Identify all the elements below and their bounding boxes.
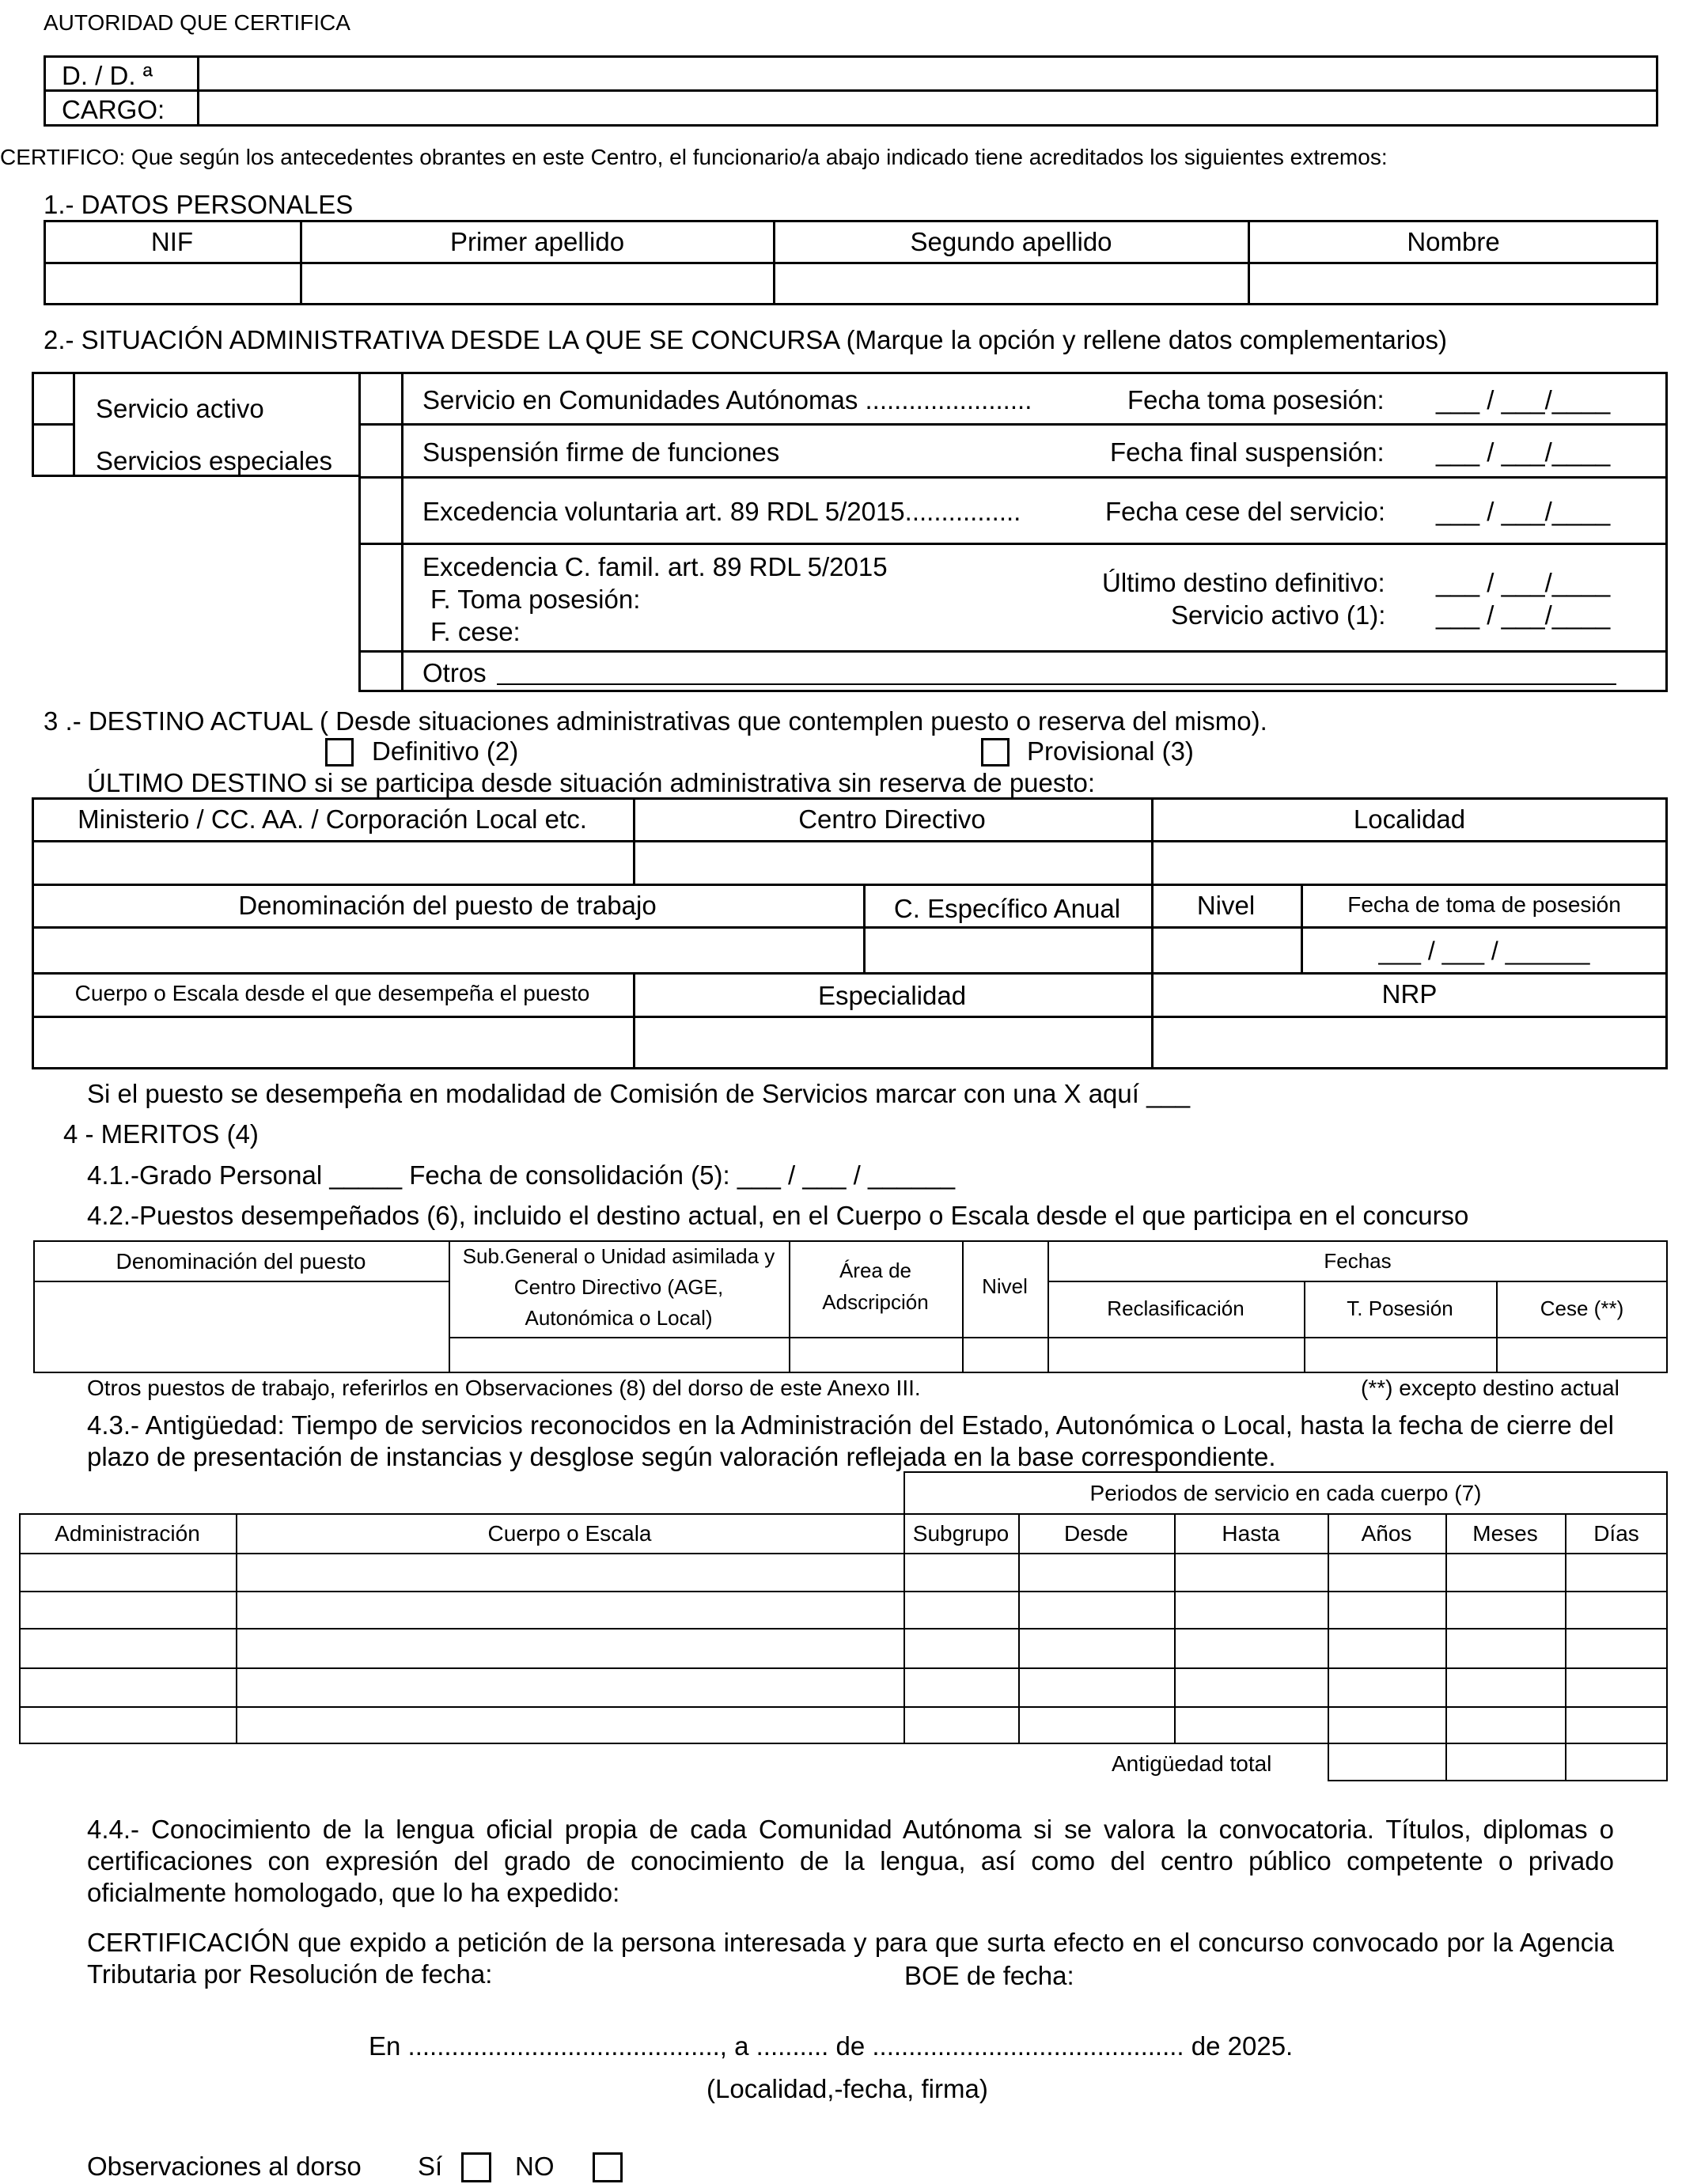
ultimo-destino-date[interactable]: ___ / ___/____: [1436, 568, 1611, 597]
servicios-especiales-check[interactable]: [36, 427, 70, 475]
cargo-field[interactable]: [202, 93, 1654, 123]
hdr-c-especifico: C. Específico Anual: [893, 894, 1121, 923]
comunidades-check[interactable]: [362, 376, 399, 422]
boe-label: BOE de fecha:: [904, 1961, 1074, 1990]
hdr-nivel: Nivel: [1196, 891, 1256, 920]
row-divider-4: [358, 650, 1668, 653]
segundo-apellido-field[interactable]: [777, 266, 1245, 302]
hdr-denominacion-puesto: Denominación del puesto de trabajo: [238, 891, 657, 920]
puestos-h-denominacion: [33, 1281, 449, 1282]
signature-hint: (Localidad,-fecha, firma): [707, 2074, 988, 2103]
hdr-meses: Meses: [1472, 1521, 1538, 1546]
suspension-label: Suspensión firme de funciones: [422, 437, 780, 467]
servicio-activo-check[interactable]: [36, 376, 70, 422]
right-check-column-line: [401, 372, 403, 692]
hdr-nivel-puesto: Nivel: [982, 1274, 1028, 1298]
cargo-label: CARGO:: [62, 95, 165, 124]
denominacion-puesto-field[interactable]: [36, 929, 860, 969]
ministerio-field[interactable]: [36, 843, 629, 881]
c-especifico-field[interactable]: [867, 929, 1148, 969]
cese-field[interactable]: [1499, 1340, 1665, 1372]
suspension-date[interactable]: ___ / ___/____: [1436, 437, 1611, 467]
suspension-check[interactable]: [362, 427, 399, 475]
row-divider-2: [358, 476, 1668, 479]
servicio-activo-date[interactable]: ___ / ___/____: [1436, 600, 1611, 630]
excedencia-familiar-check[interactable]: [362, 547, 399, 649]
nrp-field[interactable]: [1155, 1020, 1664, 1066]
section4-title: 4 - MERITOS (4): [63, 1119, 259, 1149]
hdr-area-l2: Adscripción: [822, 1290, 929, 1314]
col-nombre: Nombre: [1407, 226, 1500, 256]
subgeneral-field[interactable]: [452, 1340, 786, 1372]
place-date-line[interactable]: En ..........................................., a .......... de ........................................... de 2025.: [369, 2031, 1294, 2061]
excedencia-familiar-line3: F. cese:: [430, 617, 521, 646]
hdr-t-posesion: T. Posesión: [1347, 1296, 1453, 1320]
comunidades-date-label: Fecha toma posesión:: [1127, 385, 1385, 414]
hdr-especialidad: Especialidad: [817, 981, 967, 1010]
excedencia-voluntaria-label: Excedencia voluntaria art. 89 RDL 5/2015................: [422, 497, 1021, 526]
especialidad-field[interactable]: [637, 1020, 1148, 1066]
otros-puestos-note: Otros puestos de trabajo, referirlos en Observaciones (8) del dorso de este Anexo III.: [87, 1376, 921, 1400]
left-check-column-line: [73, 372, 75, 477]
definitivo-label: Definitivo (2): [372, 736, 519, 766]
name-label: D. / D. ª: [62, 61, 153, 90]
hdr-centro-directivo: Centro Directivo: [798, 804, 986, 834]
col-nif: NIF: [150, 226, 194, 256]
excedencia-voluntaria-check[interactable]: [362, 480, 399, 541]
definitivo-checkbox[interactable]: [325, 738, 354, 766]
authority-title: AUTORIDAD QUE CERTIFICA: [44, 10, 350, 35]
total-anos-field[interactable]: [1329, 1746, 1445, 1779]
area-field[interactable]: [792, 1340, 960, 1372]
antiguedad-total-label: Antigüedad total: [1112, 1751, 1272, 1776]
servicio-activo-label: Servicio activo: [96, 394, 264, 423]
authority-divider: [44, 89, 1658, 92]
antiguedad-rows-area[interactable]: [21, 1554, 1666, 1743]
no-checkbox[interactable]: [593, 2152, 623, 2182]
posesion-field[interactable]: [1307, 1340, 1494, 1372]
authority-vdivider: [197, 55, 199, 127]
hdr-anos: Años: [1361, 1521, 1412, 1546]
excedencia-familiar-line1: Excedencia C. famil. art. 89 RDL 5/2015: [422, 552, 888, 581]
nivel-field[interactable]: [1155, 929, 1297, 969]
ultimo-destino-label: Último destino definitivo:: [1102, 568, 1385, 597]
puestos-v-3: [962, 1240, 964, 1373]
ant-total-right: [1666, 1743, 1668, 1780]
hdr-subgeneral-l2: Centro Directivo (AGE,: [513, 1275, 724, 1299]
comunidades-date[interactable]: ___ / ___/____: [1436, 385, 1611, 414]
otros-check[interactable]: [362, 654, 399, 689]
destino-hline-3: [32, 926, 1668, 929]
grado-personal-text: 4.1.-Grado Personal _____ Fecha de consolidación (5): ___ / ___ / ______: [87, 1160, 956, 1190]
left-check-divider: [32, 423, 73, 426]
puestos-title: 4.2.-Puestos desempeñados (6), incluido el destino actual, en el Cuerpo o Escala desde el que participa en el concurso: [87, 1201, 1469, 1230]
cuerpo-escala-field[interactable]: [36, 1020, 629, 1066]
reclasificacion-field[interactable]: [1051, 1340, 1301, 1372]
nif-field[interactable]: [47, 266, 297, 302]
hdr-subgrupo: Subgrupo: [912, 1521, 1010, 1546]
hdr-dias: Días: [1593, 1521, 1639, 1546]
hdr-desde: Desde: [1064, 1521, 1128, 1546]
personal-divider: [44, 262, 1658, 264]
name-field[interactable]: [202, 59, 1654, 87]
ultimo-destino-text: ÚLTIMO DESTINO si se participa desde situación administrativa sin reserva de puesto:: [87, 768, 1096, 797]
no-label: NO: [515, 2152, 555, 2181]
hdr-localidad: Localidad: [1353, 804, 1466, 834]
comision-servicios-text: Si el puesto se desempeña en modalidad de Comisión de Servicios marcar con una X aquí ___: [87, 1079, 1191, 1108]
total-dias-field[interactable]: [1566, 1746, 1665, 1779]
hdr-hasta: Hasta: [1222, 1521, 1280, 1546]
hdr-denominacion-del-puesto: Denominación del puesto: [116, 1248, 366, 1274]
certificacion-text: CERTIFICACIÓN que expido a petición de la persona interesada y para que surta efecto en el concurso convocado por la Agencia Tributaria por Resolución de fecha:: [87, 1928, 1614, 1989]
nombre-field[interactable]: [1252, 266, 1655, 302]
hdr-cese: Cese (**): [1540, 1296, 1624, 1320]
lengua-text: 4.4.- Conocimiento de la lengua oficial propia de cada Comunidad Autónoma si se valora la convocatoria. Títulos, diplomas o certificaciones con expresión del grado de conocimiento de la lengua, así como del centro público competente o privado oficialmente homologado, que lo ha expedido:: [87, 1815, 1614, 1907]
hdr-periodos: Periodos de servicio en cada cuerpo (7): [1089, 1480, 1482, 1505]
servicio-activo-date-label: Servicio activo (1):: [1171, 600, 1386, 630]
primer-apellido-field[interactable]: [304, 266, 771, 302]
excepto-destino-note: (**) excepto destino actual: [1361, 1376, 1619, 1400]
servicios-especiales-label: Servicios especiales: [96, 446, 332, 475]
provisional-checkbox[interactable]: [981, 738, 1010, 766]
hdr-ministerio: Ministerio / CC. AA. / Corporación Local etc.: [78, 804, 587, 834]
si-checkbox[interactable]: [461, 2152, 491, 2182]
situacion-right-block: [358, 372, 1668, 692]
destino-hline-1: [32, 840, 1668, 842]
hdr-cuerpo-escala: Cuerpo o Escala desde el que desempeña el puesto: [74, 981, 590, 1005]
section3-title: 3 .- DESTINO ACTUAL ( Desde situaciones administrativas que contemplen puesto o reserva del mismo).: [44, 706, 1267, 736]
nivel-puesto-field[interactable]: [965, 1340, 1045, 1372]
row-divider-3: [358, 543, 1668, 545]
excedencia-voluntaria-date-label: Fecha cese del servicio:: [1105, 497, 1385, 526]
excedencia-familiar-line2: F. Toma posesión:: [430, 585, 641, 614]
hdr-reclasificacion: Reclasificación: [1107, 1296, 1244, 1320]
certify-text: CERTIFICO: Que según los antecedentes obrantes en este Centro, el funcionario/a abajo indicado tiene acreditados los siguientes extremos:: [0, 145, 1388, 169]
comunidades-label: Servicio en Comunidades Autónomas .......................: [422, 385, 1032, 414]
ant-total-bottom: [1328, 1780, 1668, 1781]
otros-label: Otros: [422, 658, 487, 687]
hdr-administracion: Administración: [55, 1521, 200, 1546]
hdr-fecha-toma-posesion: Fecha de toma de posesión: [1347, 892, 1621, 917]
col-primer-apellido: Primer apellido: [449, 226, 625, 256]
puestos-h-data: [449, 1337, 1668, 1338]
denominacion-del-puesto-field[interactable]: [36, 1284, 446, 1371]
hdr-subgeneral-l1: Sub.General o Unidad asimilada y: [462, 1244, 775, 1268]
suspension-date-label: Fecha final suspensión:: [1110, 437, 1385, 467]
hdr-nrp: NRP: [1381, 979, 1438, 1009]
row-divider-1: [358, 423, 1668, 426]
hdr-cuerpo-o-escala: Cuerpo o Escala: [487, 1521, 652, 1546]
excedencia-voluntaria-date[interactable]: ___ / ___/____: [1436, 497, 1611, 526]
provisional-label: Provisional (3): [1027, 736, 1194, 766]
hdr-fechas: Fechas: [1324, 1249, 1392, 1273]
section2-title: 2.- SITUACIÓN ADMINISTRATIVA DESDE LA QUE SE CONCURSA (Marque la opción y rellene datos complementarios): [44, 325, 1448, 354]
col-segundo-apellido: Segundo apellido: [910, 226, 1112, 256]
hdr-area-l1: Área de: [839, 1259, 912, 1282]
observaciones-label: Observaciones al dorso: [87, 2152, 362, 2181]
total-meses-field[interactable]: [1447, 1746, 1564, 1779]
hdr-subgeneral-l3: Autonómica o Local): [525, 1306, 713, 1330]
fecha-toma-posesion-field[interactable]: ___ / ___ / ______: [1378, 936, 1590, 965]
antiguedad-text: 4.3.- Antigüedad: Tiempo de servicios reconocidos en la Administración del Estado, Autonómica o Local, hasta la fecha de cierre del plazo de presentación de instancias y desglose según valoración reflejada en la base correspondiente.: [87, 1410, 1614, 1471]
centro-directivo-field[interactable]: [637, 843, 1148, 881]
section1-title: 1.- DATOS PERSONALES: [44, 190, 354, 219]
otros-field[interactable]: [497, 683, 1616, 685]
localidad-field[interactable]: [1155, 843, 1664, 881]
si-label: Sí: [418, 2152, 443, 2181]
